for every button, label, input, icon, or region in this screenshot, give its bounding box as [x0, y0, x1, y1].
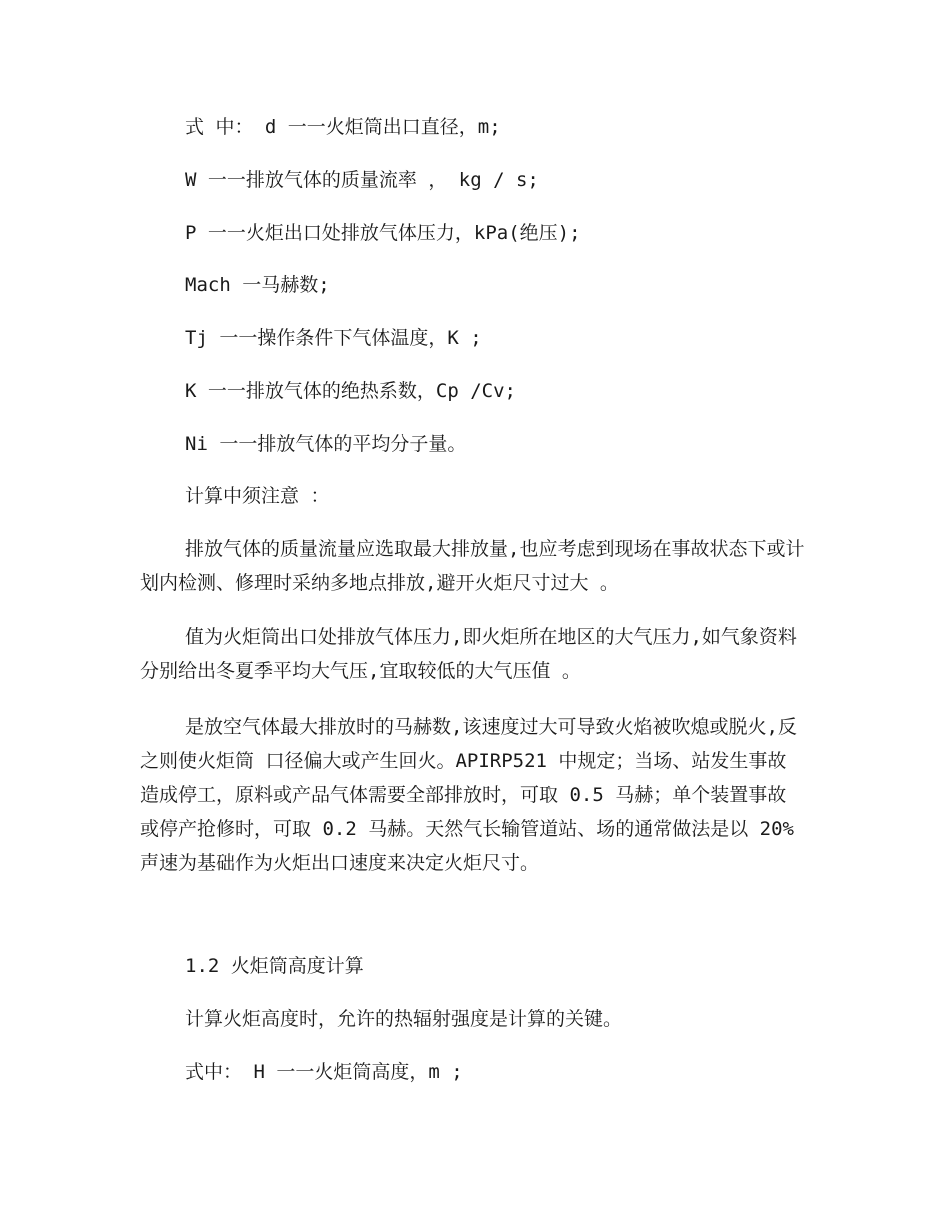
definition-tj: Tj 一一操作条件下气体温度，K ; [185, 327, 482, 349]
paragraph-text: 值为火炬筒出口处排放气体压力,即火炬所在地区的大气压力,如气象资料分别给出冬夏季平均大气压,宜取较低的大气压值 。 [140, 626, 797, 682]
paragraph-pressure [140, 620, 805, 688]
definition-d: 式 中： d 一一火炬筒出口直径，m; [185, 116, 501, 138]
notes-heading: 计算中须注意 ： [185, 485, 330, 507]
paragraph-text: 排放气体的质量流量应选取最大排放量,也应考虑到现场在事故状态下或计划内检测、修理时采纳多地点排放,避开火炬尺寸过大 。 [140, 538, 805, 594]
definition-mach: Mach 一马赫数; [185, 274, 330, 296]
section-intro: 计算火炬高度时，允许的热辐射强度是计算的关键。 [185, 1008, 623, 1030]
definition-h: 式中： H 一一火炬筒高度，m ; [185, 1061, 463, 1083]
definition-k: K 一一排放气体的绝热系数，Cp /Cv; [185, 380, 516, 402]
paragraph-text: 是放空气体最大排放时的马赫数,该速度过大可导致火焰被吹熄或脱火,反之则使火炬筒 口径偏大或产生回火。APIRP521 中规定；当场、站发生事故造成停工，原料或产品气体需要全部排放时，可取 0.5 马赫；单个装置事故或停产抢修时，可取 0.2 马赫。天然气长输管道站、场的通常做法是以 20%声速为基础作为火炬出口速度来决定火炬尺寸。 [140, 716, 797, 874]
paragraph-mach [140, 710, 805, 880]
paragraph-mass-flow [140, 532, 805, 600]
section-heading: 1.2 火炬筒高度计算 [185, 955, 364, 977]
definition-ni: Ni 一一排放气体的平均分子量。 [185, 433, 467, 455]
definition-w: W 一一排放气体的质量流率 ， kg / s; [185, 169, 539, 191]
definition-p: P 一一火炬出口处排放气体压力，kPa(绝压); [185, 222, 581, 244]
